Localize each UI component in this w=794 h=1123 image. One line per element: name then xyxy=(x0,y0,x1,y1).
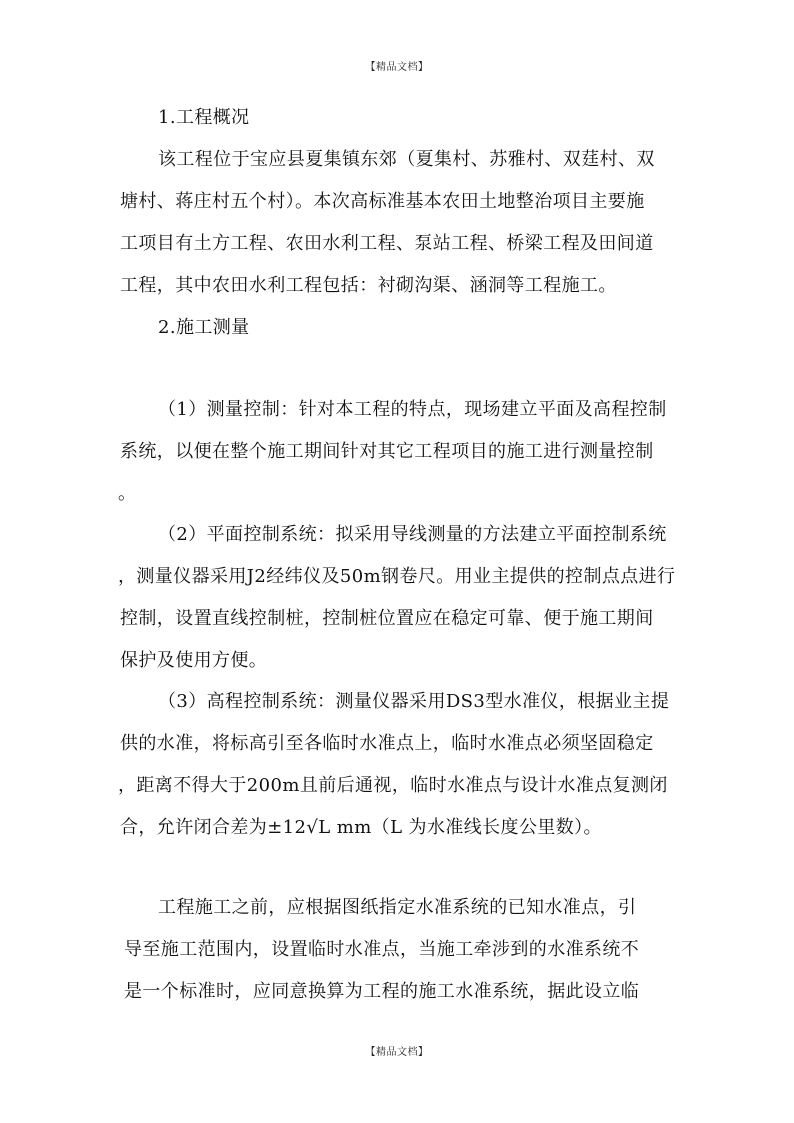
paragraph-line: 该工程位于宝应县夏集镇东郊（夏集村、苏雅村、双莛村、双 xyxy=(158,149,655,170)
paragraph-line: 工程施工之前，应根据图纸指定水准系统的已知水准点，引 xyxy=(158,897,637,918)
section-heading-project-overview: 1.工程概况 xyxy=(158,107,250,128)
paragraph-line: 导至施工范围内，设置临时水准点，当施工牵涉到的水准系统不 xyxy=(124,939,640,960)
paragraph-line: 塘村、蒋庄村五个村）。本次高标准基本农田土地整治项目主要施 xyxy=(120,191,645,212)
paragraph-line: 是一个标准时，应同意换算为工程的施工水准系统，据此设立临 xyxy=(124,981,640,1002)
paragraph-line: 。 xyxy=(118,483,137,504)
paragraph-line: 供的水准，将标高引至各临时水准点上，临时水准点必须坚固稳定 xyxy=(120,733,654,754)
section-heading-survey: 2.施工测量 xyxy=(158,317,250,338)
paragraph-line: （1）测量控制：针对本工程的特点，现场建立平面及高程控制 xyxy=(158,399,667,420)
paragraph-line: 合，允许闭合差为±12√L mm（L 为水准线长度公里数）。 xyxy=(120,817,602,838)
paragraph-line: 保护及使用方便。 xyxy=(120,650,268,671)
paragraph-line: ，测量仪器采用J2经纬仪及50m钢卷尺。用业主提供的控制点点进行 xyxy=(118,566,676,587)
paragraph-line: 工项目有土方工程、农田水利工程、泵站工程、桥梁工程及田间道 xyxy=(120,233,654,254)
paragraph-line: 系统，以便在整个施工期间针对其它工程项目的施工进行测量控制 xyxy=(120,441,654,462)
paragraph-line: 工程，其中农田水利工程包括：衬砌沟渠、涵洞等工程施工。 xyxy=(120,275,617,296)
page-footer: 【精品文档】 xyxy=(365,1047,429,1058)
paragraph-line: 控制，设置直线控制桩，控制桩位置应在稳定可靠、便于施工期间 xyxy=(120,608,654,629)
paragraph-line: （3）高程控制系统：测量仪器采用DS3型水准仪，根据业主提 xyxy=(158,691,670,712)
paragraph-line: ，距离不得大于200m且前后通视，临时水准点与设计水准点复测闭 xyxy=(118,775,668,796)
page-header: 【精品文档】 xyxy=(365,62,429,73)
paragraph-line: （2）平面控制系统：拟采用导线测量的方法建立平面控制系统 xyxy=(158,524,667,545)
